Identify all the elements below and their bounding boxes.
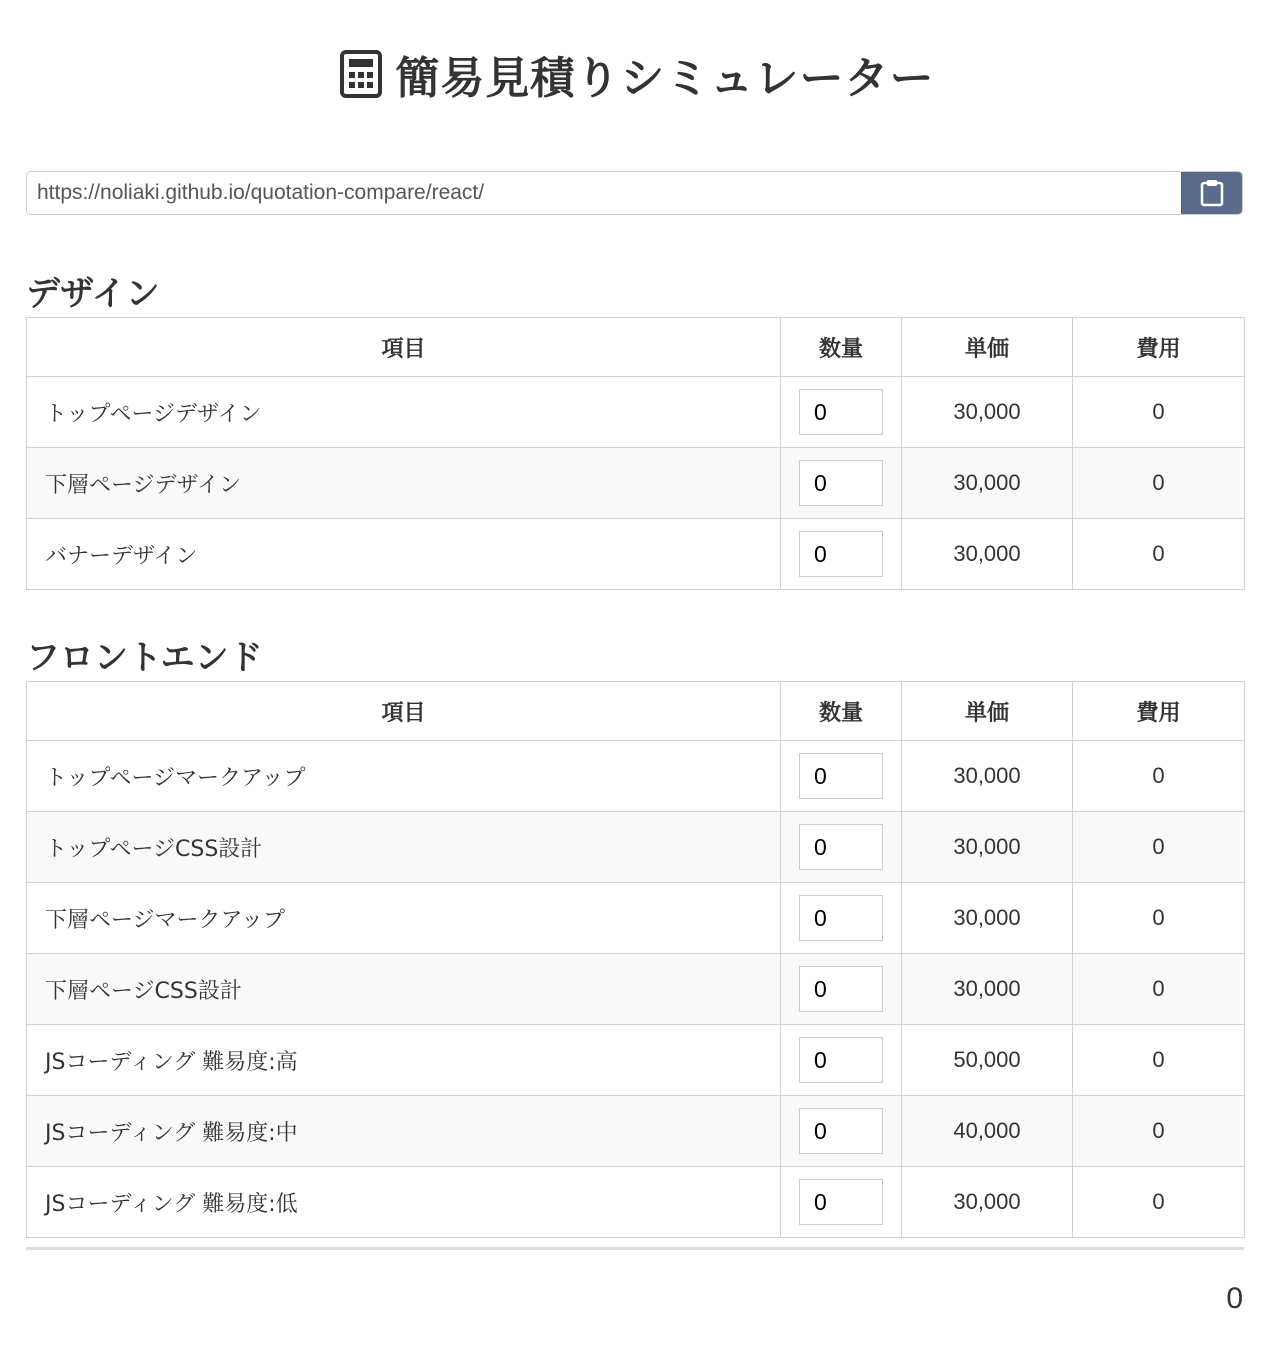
cost-value: 0	[1073, 1096, 1245, 1167]
frontend-table	[26, 681, 1245, 1238]
quantity-cell	[781, 954, 902, 1025]
quantity-cell	[781, 1167, 902, 1238]
cost-value: 0	[1073, 812, 1245, 883]
item-label: JSコーディング 難易度:中	[27, 1096, 781, 1167]
unit-price: 30,000	[902, 741, 1073, 812]
item-label: JSコーディング 難易度:高	[27, 1025, 781, 1096]
table-row	[27, 1096, 1245, 1167]
item-label: 下層ページマークアップ	[27, 883, 781, 954]
unit-price: 30,000	[902, 883, 1073, 954]
item-label: トップページマークアップ	[27, 741, 781, 812]
cost-value: 0	[1073, 741, 1245, 812]
table-header-row	[27, 682, 1245, 741]
table-row	[27, 377, 1245, 448]
quantity-input[interactable]	[799, 966, 883, 1012]
column-header-unit-price: 単価	[902, 682, 1073, 741]
clipboard-icon	[1200, 179, 1224, 207]
quantity-cell	[781, 1096, 902, 1167]
section-title-design: デザイン	[26, 274, 160, 314]
quantity-cell	[781, 377, 902, 448]
quantity-cell	[781, 1025, 902, 1096]
quantity-cell	[781, 812, 902, 883]
item-label: トップページデザイン	[27, 377, 781, 448]
cost-value: 0	[1073, 519, 1245, 590]
unit-price: 30,000	[902, 448, 1073, 519]
total-amount: 0	[1226, 1282, 1243, 1315]
column-header-quantity: 数量	[781, 682, 902, 741]
quantity-input[interactable]	[799, 753, 883, 799]
cost-value: 0	[1073, 448, 1245, 519]
quantity-cell	[781, 448, 902, 519]
table-row	[27, 1167, 1245, 1238]
item-label: トップページCSS設計	[27, 812, 781, 883]
column-header-item: 項目	[27, 318, 781, 377]
unit-price: 50,000	[902, 1025, 1073, 1096]
unit-price: 30,000	[902, 519, 1073, 590]
column-header-cost: 費用	[1073, 318, 1245, 377]
item-label: バナーデザイン	[27, 519, 781, 590]
cost-value: 0	[1073, 954, 1245, 1025]
column-header-item: 項目	[27, 682, 781, 741]
quantity-cell	[781, 883, 902, 954]
design-table	[26, 317, 1245, 590]
table-header-row	[27, 318, 1245, 377]
quantity-input[interactable]	[799, 1179, 883, 1225]
unit-price: 30,000	[902, 812, 1073, 883]
item-label: 下層ページデザイン	[27, 448, 781, 519]
copy-url-button[interactable]	[1181, 172, 1242, 214]
section-title-frontend: フロントエンド	[26, 638, 263, 678]
quantity-cell	[781, 519, 902, 590]
cost-value: 0	[1073, 1167, 1245, 1238]
calculator-icon	[339, 49, 383, 99]
unit-price: 30,000	[902, 1167, 1073, 1238]
table-row	[27, 519, 1245, 590]
quantity-cell	[781, 741, 902, 812]
column-header-cost: 費用	[1073, 682, 1245, 741]
quantity-input[interactable]	[799, 824, 883, 870]
quantity-input[interactable]	[799, 460, 883, 506]
cost-value: 0	[1073, 883, 1245, 954]
column-header-unit-price: 単価	[902, 318, 1073, 377]
table-row	[27, 1025, 1245, 1096]
table-row	[27, 954, 1245, 1025]
share-url-input[interactable]	[27, 172, 1181, 214]
cost-value: 0	[1073, 1025, 1245, 1096]
cost-value: 0	[1073, 377, 1245, 448]
column-header-quantity: 数量	[781, 318, 902, 377]
share-url-bar	[26, 171, 1243, 215]
page-title: 簡易見積りシミュレーター	[395, 53, 935, 104]
quantity-input[interactable]	[799, 895, 883, 941]
table-row	[27, 741, 1245, 812]
table-row	[27, 448, 1245, 519]
quantity-input[interactable]	[799, 531, 883, 577]
divider	[26, 1247, 1244, 1250]
quantity-input[interactable]	[799, 389, 883, 435]
page-header	[0, 42, 1274, 106]
table-row	[27, 883, 1245, 954]
item-label: JSコーディング 難易度:低	[27, 1167, 781, 1238]
item-label: 下層ページCSS設計	[27, 954, 781, 1025]
table-row	[27, 812, 1245, 883]
quantity-input[interactable]	[799, 1108, 883, 1154]
unit-price: 30,000	[902, 954, 1073, 1025]
unit-price: 40,000	[902, 1096, 1073, 1167]
quantity-input[interactable]	[799, 1037, 883, 1083]
unit-price: 30,000	[902, 377, 1073, 448]
